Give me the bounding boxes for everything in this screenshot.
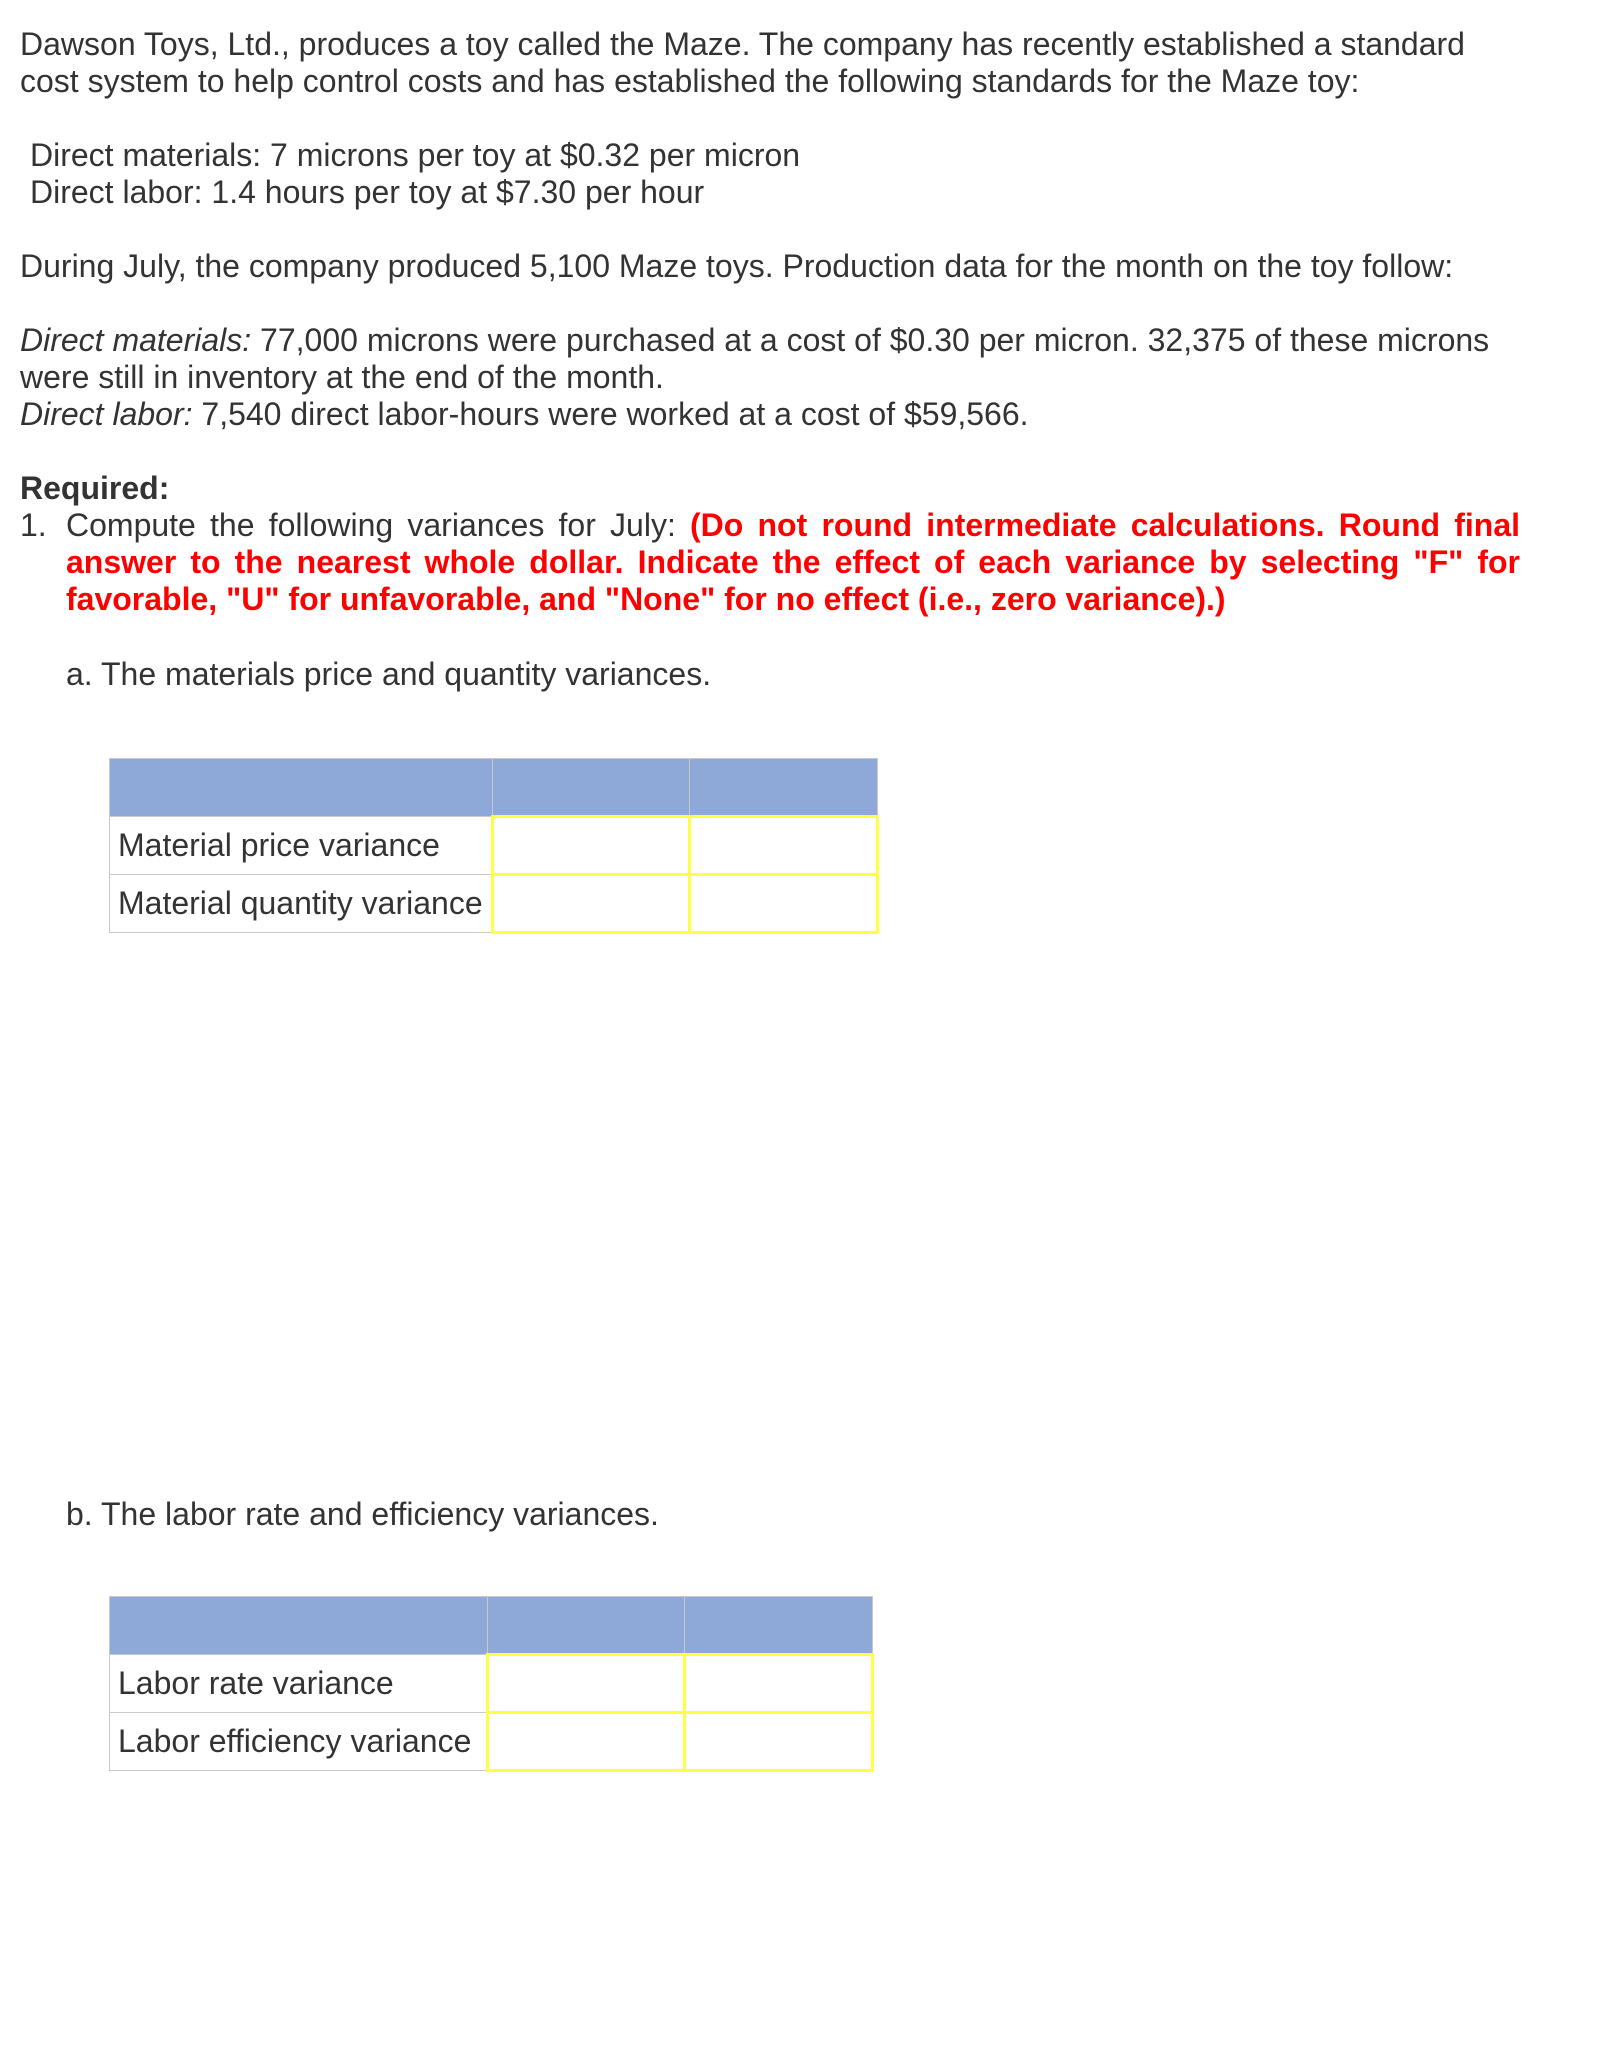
standard-materials: Direct materials: 7 microns per toy at $0.32 per micron	[30, 137, 801, 173]
amount-cell[interactable]	[488, 1713, 685, 1771]
table-row	[110, 817, 878, 875]
header-cell	[110, 759, 493, 817]
required-prompt: Compute the following variances for July:	[66, 507, 691, 543]
header-cell	[492, 759, 689, 817]
required-heading: Required:	[20, 470, 170, 506]
part-a-label: a. The materials price and quantity variances.	[66, 656, 712, 692]
part-b-label: b. The labor rate and efficiency variances.	[66, 1496, 659, 1532]
actual-data	[20, 322, 1520, 433]
header-cell	[685, 1597, 873, 1655]
effect-cell[interactable]	[689, 875, 877, 933]
header-cell	[110, 1597, 488, 1655]
row-label: Material quantity variance	[110, 875, 493, 933]
required-number: 1.	[20, 507, 47, 543]
part-a-table	[109, 758, 879, 934]
actual-labor-label: Direct labor:	[20, 396, 193, 432]
effect-cell[interactable]	[689, 817, 877, 875]
actual-materials-text-1: 77,000 microns were purchased at a cost of $0.30 per micron. 32,375 of these microns	[251, 322, 1490, 358]
row-label: Labor rate variance	[110, 1655, 488, 1713]
intro-line-1: Dawson Toys, Ltd., produces a toy called the Maze. The company has recently established a standard	[20, 26, 1465, 62]
labor-efficiency-amount-input[interactable]	[489, 1714, 683, 1769]
actual-labor-line	[20, 396, 1520, 433]
header-cell	[488, 1597, 685, 1655]
labor-rate-effect-input[interactable]	[686, 1656, 871, 1711]
standards-list	[20, 137, 1520, 211]
row-label: Labor efficiency variance	[110, 1713, 488, 1771]
required-item	[20, 507, 1520, 618]
material-quantity-effect-input[interactable]	[691, 876, 876, 931]
labor-rate-amount-input[interactable]	[489, 1656, 683, 1711]
table-header-row	[110, 1597, 873, 1655]
table-row	[110, 1655, 873, 1713]
production-paragraph: During July, the company produced 5,100 Maze toys. Production data for the month on the toy follow:	[20, 248, 1454, 284]
part-b-table	[109, 1596, 874, 1772]
header-cell	[689, 759, 877, 817]
labor-efficiency-effect-input[interactable]	[686, 1714, 871, 1769]
material-price-effect-input[interactable]	[691, 818, 876, 873]
problem-text	[20, 26, 1520, 618]
actual-materials-label: Direct materials:	[20, 322, 252, 358]
standard-labor: Direct labor: 1.4 hours per toy at $7.30 per hour	[30, 174, 705, 210]
amount-cell[interactable]	[492, 817, 689, 875]
table-header-row	[110, 759, 878, 817]
amount-cell[interactable]	[488, 1655, 685, 1713]
material-quantity-amount-input[interactable]	[494, 876, 688, 931]
effect-cell[interactable]	[685, 1713, 873, 1771]
required-text	[66, 507, 1520, 618]
actual-materials-line-1	[20, 322, 1520, 359]
required-instruction: (Do not round intermediate calculations. Round final answer to the nearest whole dollar. Indicate the effect of each variance by selecting "F" for favorable, "U" for unfavorable, and "None" for no effect (i.e., zero variance).)	[66, 507, 1520, 617]
amount-cell[interactable]	[492, 875, 689, 933]
effect-cell[interactable]	[685, 1655, 873, 1713]
intro-paragraph	[20, 26, 1520, 100]
table-row	[110, 875, 878, 933]
table-row	[110, 1713, 873, 1771]
actual-materials-line-2: were still in inventory at the end of the month.	[20, 359, 664, 395]
row-label: Material price variance	[110, 817, 493, 875]
material-price-amount-input[interactable]	[494, 818, 688, 873]
actual-labor-text: 7,540 direct labor-hours were worked at a cost of $59,566.	[192, 396, 1029, 432]
intro-line-2: cost system to help control costs and has established the following standards for the Maze toy:	[20, 63, 1360, 99]
